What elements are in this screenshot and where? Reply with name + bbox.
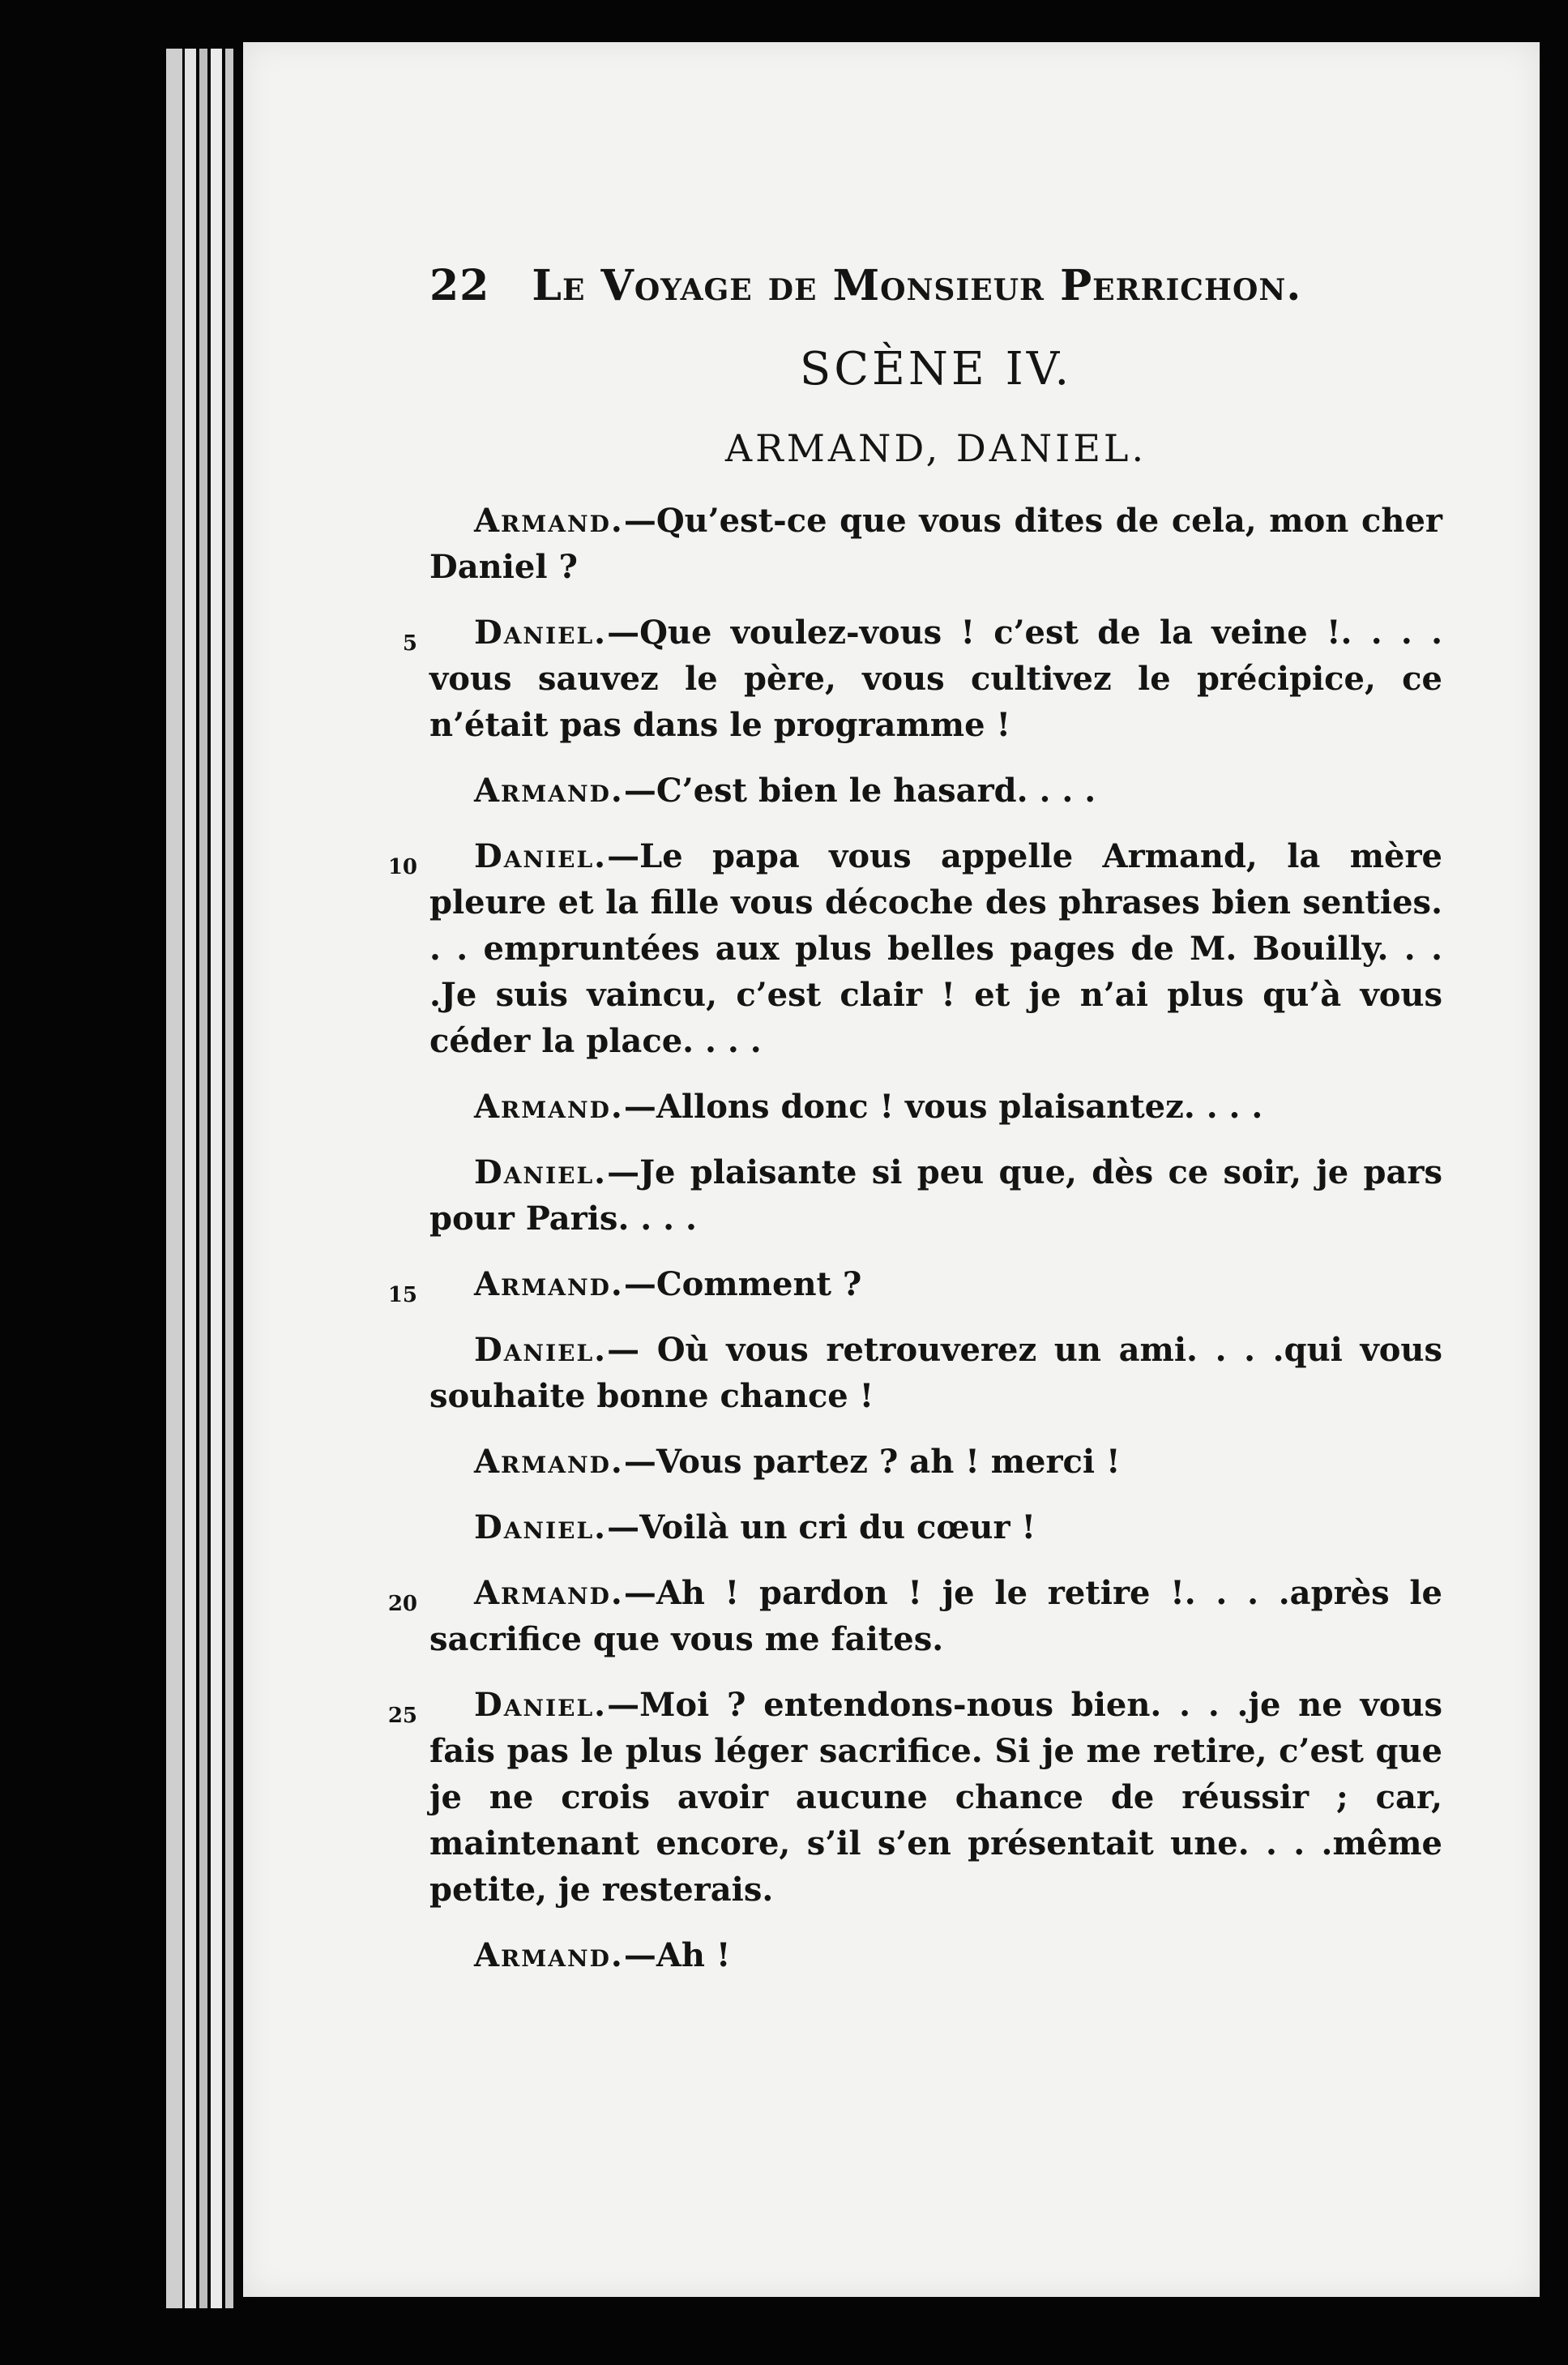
book-page [243, 42, 1540, 2297]
line-number: 20 [387, 1592, 417, 1616]
page-edge [166, 49, 182, 2308]
page-number: 22 [429, 261, 490, 310]
dialogue-line [429, 768, 1442, 814]
speaker-name: Daniel. [474, 1331, 608, 1369]
speech-text: —Comment ? [623, 1265, 862, 1303]
speech-text: —Vous partez ? ah ! merci ! [623, 1443, 1121, 1481]
speaker-name: Daniel. [474, 1508, 608, 1546]
speech-text: —Allons donc ! vous plaisantez. . . . [623, 1088, 1263, 1126]
scene-characters: ARMAND, DANIEL. [724, 426, 1147, 470]
speaker-name: Daniel. [474, 1686, 608, 1724]
dialogue-line [429, 1327, 1442, 1419]
speaker-name: Armand. [474, 1443, 624, 1481]
page-edge [225, 49, 233, 2308]
speaker-name: Daniel. [474, 614, 608, 652]
scene-title: SCÈNE IV. [799, 343, 1073, 396]
dialogue-line [429, 1504, 1442, 1550]
dialogue-line [387, 1682, 1442, 1913]
dialogue-line [429, 1932, 1442, 1978]
dialogue-line [387, 833, 1442, 1064]
dialogue-line [429, 1084, 1442, 1130]
speaker-name: Armand. [474, 1088, 624, 1126]
speech-text: —Je plaisante si peu que, dès ce soir, je pars pour Paris. . . . [429, 1153, 1442, 1238]
speech-text: —Le papa vous appelle Armand, la mère pleure et la fille vous décoche des phrases bien senties. . . empruntées aux plus belles pages de M. Bouilly. . . .Je suis vaincu, c’est clair ! et je n’ai plus qu’à vous céder la place. . . . [429, 837, 1442, 1060]
dialogue-line [429, 1439, 1442, 1485]
speech-text: —Qu’est-ce que vous dites de cela, mon cher Daniel ? [429, 502, 1442, 586]
page-edge [199, 49, 207, 2308]
dialogue-line [429, 498, 1442, 590]
speech-text: —Ah ! [623, 1936, 731, 1974]
dialogue-line [387, 1261, 1442, 1307]
speaker-name: Armand. [474, 1265, 624, 1303]
speech-text: —Voilà un cri du cœur ! [607, 1508, 1036, 1546]
speaker-name: Daniel. [474, 1153, 608, 1191]
speech-text: — Où vous retrouverez un ami. . . .qui vous souhaite bonne chance ! [429, 1331, 1442, 1415]
speech-text: —Moi ? entendons-nous bien. . . .je ne vous fais pas le plus léger sacrifice. Si je me retire, c’est que je ne crois avoir aucune chance de réussir ; car, maintenant encore, s’il s’en présentait une. . . .même petite, je resterais. [429, 1686, 1442, 1909]
speech-text: —Ah ! pardon ! je le retire !. . . .après le sacrifice que vous me faites. [429, 1574, 1442, 1658]
running-head [429, 261, 1442, 310]
line-number: 5 [402, 631, 417, 656]
speech-text: —C’est bien le hasard. . . . [623, 772, 1096, 810]
dialogue [387, 498, 1442, 1978]
speech-text: —Que voulez-vous ! c’est de la veine !. . . . vous sauvez le père, vous cultivez le précipice, ce n’était pas dans le programme ! [429, 614, 1442, 744]
dialogue-line [402, 609, 1442, 748]
running-title: Le Voyage de Monsieur Perrichon. [532, 261, 1302, 310]
dialogue-line [387, 1570, 1442, 1662]
speaker-name: Armand. [474, 1574, 624, 1612]
speaker-name: Armand. [474, 502, 624, 540]
speaker-name: Daniel. [474, 837, 608, 875]
speaker-name: Armand. [474, 1936, 624, 1974]
line-number: 15 [387, 1283, 417, 1307]
page-edge [211, 49, 222, 2308]
line-number: 25 [387, 1704, 417, 1728]
dialogue-line [429, 1149, 1442, 1242]
page-content [387, 261, 1442, 1998]
speaker-name: Armand. [474, 772, 624, 810]
page-edge [185, 49, 196, 2308]
line-number: 10 [387, 855, 417, 879]
